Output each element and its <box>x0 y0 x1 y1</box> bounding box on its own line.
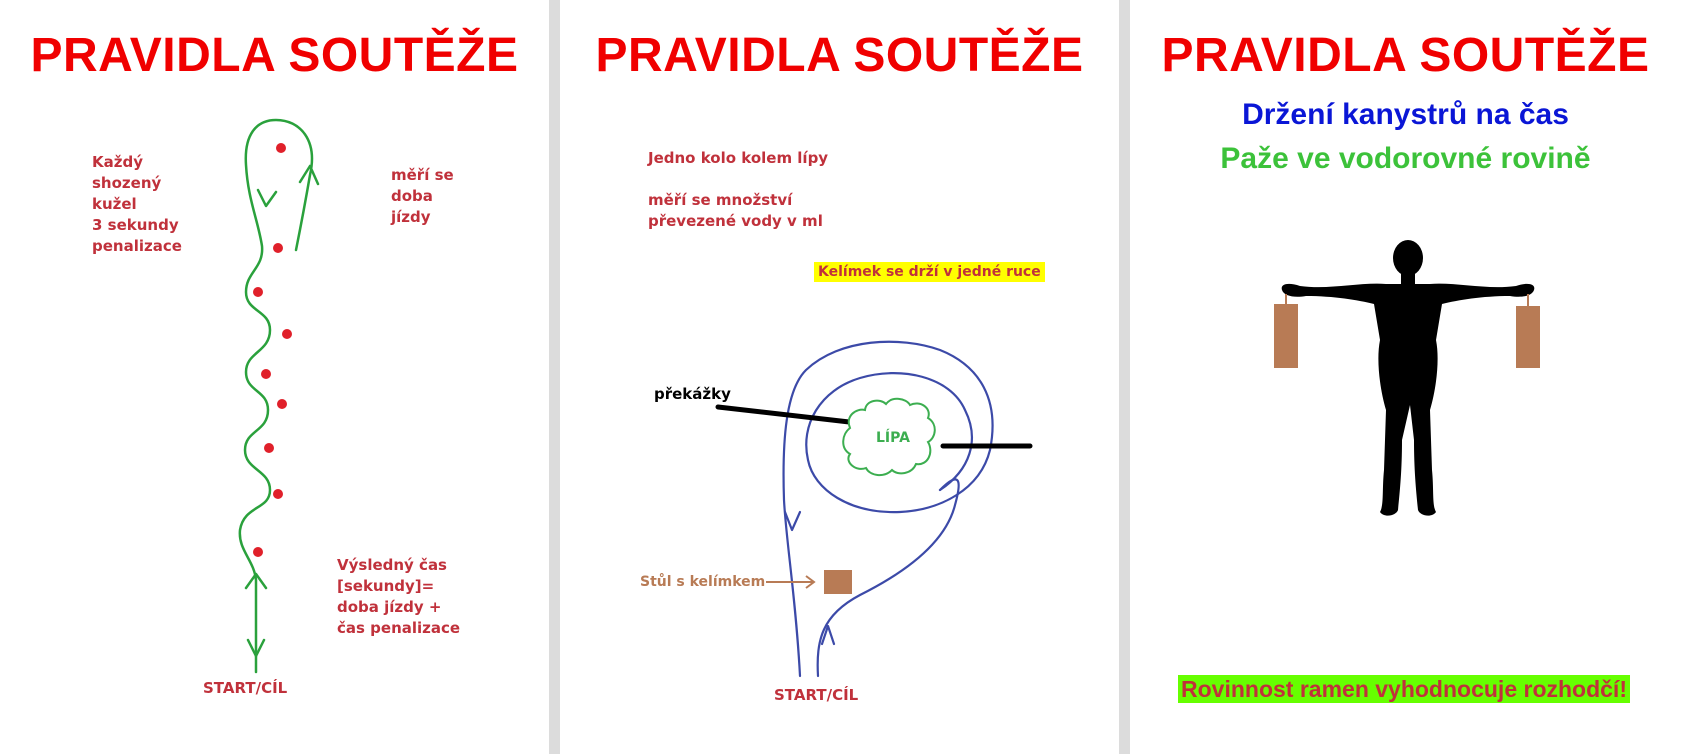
time-note: měří se doba jízdy <box>391 166 454 226</box>
subtitle-arms: Paže ve vodorovné rovině <box>1220 142 1591 175</box>
canister-right <box>1516 306 1540 368</box>
cone <box>253 287 263 297</box>
canister-left <box>1274 304 1298 368</box>
obstacles-label: překážky <box>654 385 731 403</box>
slalom-diagram <box>0 0 549 754</box>
lap-diagram <box>560 0 1119 754</box>
cone <box>276 143 286 153</box>
page-title: PRAVIDLA SOUTĚŽE <box>595 29 1084 82</box>
tree-label: LÍPA <box>876 430 910 446</box>
page-slalom <box>0 0 549 754</box>
cone <box>282 329 292 339</box>
cone <box>261 369 271 379</box>
human-silhouette <box>1282 240 1535 516</box>
page-canister-hold <box>1130 0 1681 754</box>
penalty-note: Každý shozený kužel 3 sekundy penalizace <box>92 153 182 255</box>
result-note: Výsledný čas [sekundy]= doba jízdy + čas penalizace <box>337 556 461 637</box>
table-label: Stůl s kelímkem <box>640 574 766 590</box>
cone <box>253 547 263 557</box>
measure-note: měří se množství převezené vody v ml <box>648 191 823 230</box>
cup-note: Kelímek se drží v jedné ruce <box>814 262 1045 282</box>
figure-diagram <box>1130 0 1681 754</box>
cone <box>273 243 283 253</box>
subtitle-canisters: Držení kanystrů na čas <box>1242 98 1569 131</box>
arrow-down-left <box>258 190 276 206</box>
referee-note: Rovinnost ramen vyhodnocuje rozhodčí! <box>1178 675 1630 703</box>
cone <box>264 443 274 453</box>
page-title: PRAVIDLA SOUTĚŽE <box>1161 29 1650 82</box>
start-finish-label: START/CÍL <box>774 686 859 704</box>
table-icon <box>824 570 852 594</box>
page-water-relay <box>560 0 1119 754</box>
lap-note: Jedno kolo kolem lípy <box>648 149 829 167</box>
start-finish-label: START/CÍL <box>203 679 288 697</box>
lap-path <box>784 342 993 676</box>
cone <box>273 489 283 499</box>
slalom-path <box>240 120 312 672</box>
page-title: PRAVIDLA SOUTĚŽE <box>30 29 519 82</box>
cone <box>277 399 287 409</box>
